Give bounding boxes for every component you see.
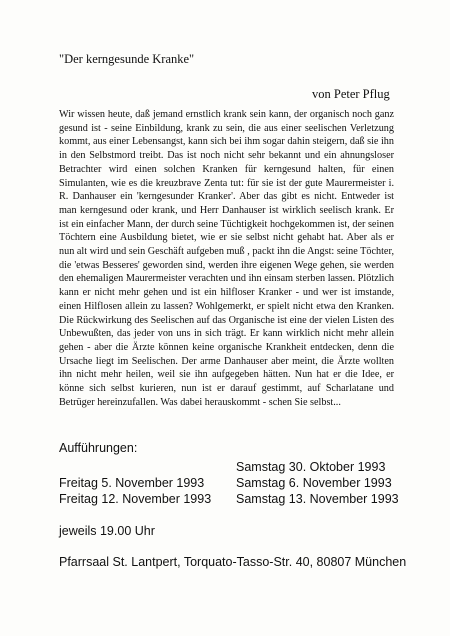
body-paragraph	[59, 108, 394, 409]
performance-date: Freitag 12. November 1993	[59, 492, 212, 506]
venue-address: Pfarrsaal St. Lantpert, Torquato-Tasso-Str. 40, 80807 München	[59, 555, 407, 569]
performance-date: Samstag 30. Oktober 1993	[236, 460, 386, 474]
performance-date: Freitag 5. November 1993	[59, 476, 205, 490]
performances-heading: Aufführungen:	[59, 441, 138, 455]
performance-date: Samstag 6. November 1993	[236, 476, 392, 490]
author-line: von Peter Pflug	[312, 87, 390, 101]
body-text: Wir wissen heute, daß jemand ernstlich krank sein kann, der organisch noch ganz gesund ist - seine Einbildung, krank zu sein, die aus einer seelischen Verletzung kommt, aus einer Lebensangst, kann sich bei ihm sogar dahin steigern, daß sie ihn in den Selbstmord treibt. Das ist noch nicht sehr bekannt und ein ahnungsloser Betrachter wird einen solchen Kranken für kerngesund halten, für einen Simulanten, wie es die kreuzbrave Zenta tut: für sie ist der gute Maurermeister i. R. Danhauser ein 'kerngesunder Kranker'. Aber das gibt es nicht. Entweder ist man kerngesund oder krank, und Herr Danhauser ist wirklich seelisch krank. Er ist ein einfacher Mann, der durch seine Tüchtigkeit hochgekommen ist, der seinen Töchtern eine Ausbildung bietet, wie er sie selbst nicht gehabt hat. Aber als er nun alt wird und sein Geschäft aufgeben muß , packt ihn die Angst: seine Töchter, die 'etwas Besseres' geworden sind, werden ihre eigenen Wege gehen, sie werden den ehemaligen Maurermeister verachten und ihn einsam sterben lassen. Plötzlich kann er nicht mehr gehen und ist ein hilfloser Kranker - und wer ist imstande, einen Hilflosen allein zu lassen? Wohlgemerkt, er spielt nicht etwa den Kranken. Die Rückwirkung des Seelischen auf das Organische ist eine der vielen Listen des Unbewußten, das jeder von uns in sich trägt. Er kann wirklich nicht mehr allein gehen - aber die Ärzte können keine organische Krankheit entdecken, denn die Ursache liegt im Seelischen. Der arme Danhauser aber meint, die Ärzte wollten ihn nicht mehr heilen, weil sie ihn aufgegeben hätten. Nun hat er die Idee, er könne sich selbst kurieren, nun ist er darauf gestimmt, auf Scharlatane und Betrüger hereinzufallen. Was dabei herauskommt - schen Sie selbst...	[59, 109, 394, 408]
performance-date: Samstag 13. November 1993	[236, 492, 399, 506]
document-title: "Der kerngesunde Kranke"	[59, 52, 195, 66]
performance-time: jeweils 19.00 Uhr	[59, 524, 155, 538]
